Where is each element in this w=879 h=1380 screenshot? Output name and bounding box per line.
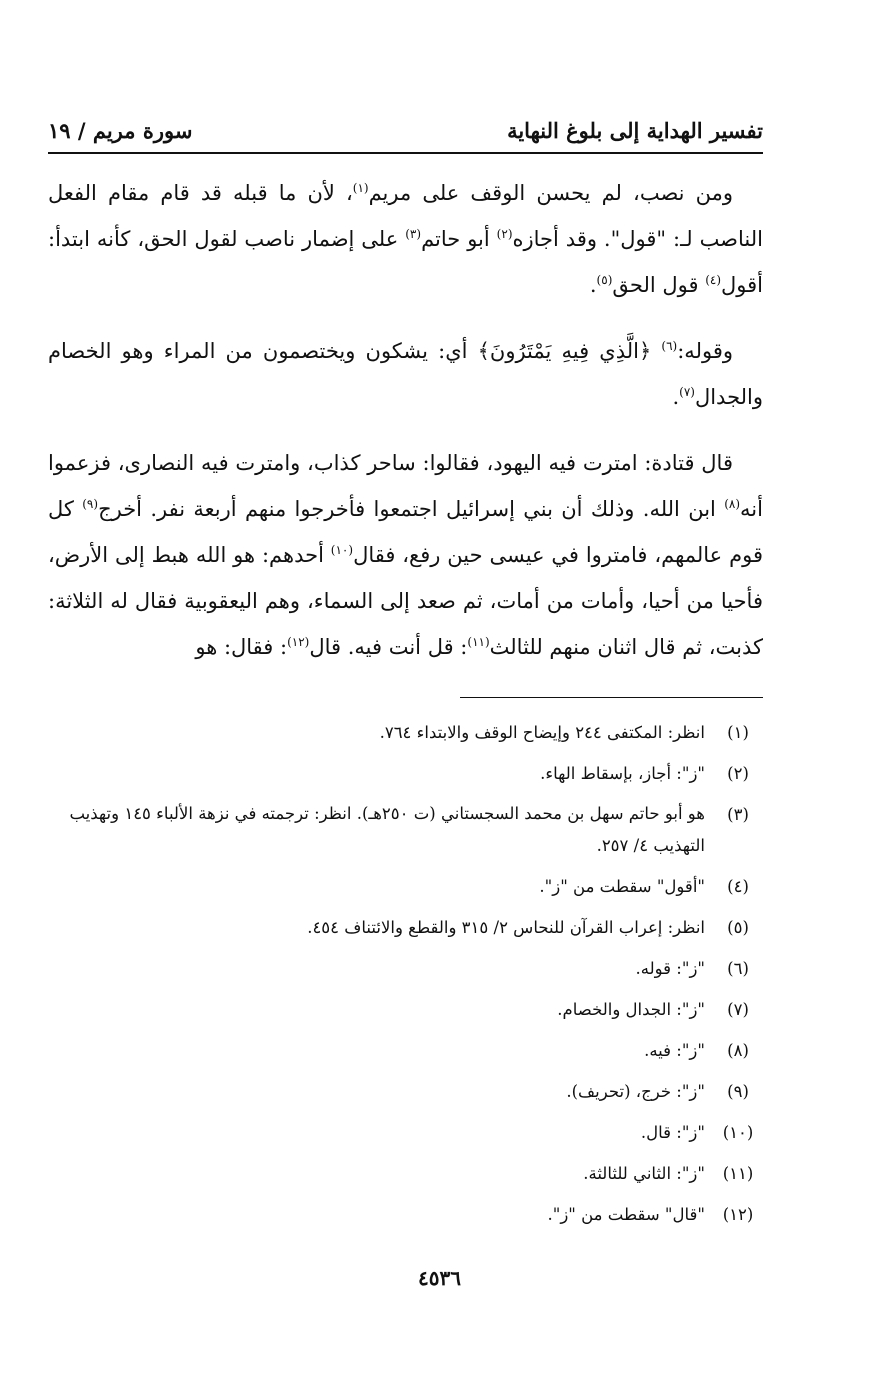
text-run: . xyxy=(589,273,597,297)
footnote-ref[interactable]: (٣) xyxy=(405,227,422,241)
footnote-text: انظر: إعراب القرآن للنحاس ٢/ ٣١٥ والقطع والائتناف ٤٥٤. xyxy=(307,918,705,937)
footnote-text: "قال" سقطت من "ز". xyxy=(547,1205,705,1224)
footnote-text: انظر: المكتفى ٢٤٤ وإيضاح الوقف والابتداء ٧٦٤. xyxy=(379,723,705,742)
footnote-number: (٧) xyxy=(727,1000,749,1019)
footnote-ref[interactable]: (٤) xyxy=(705,273,722,287)
footnote-number: (١) xyxy=(727,723,749,742)
text-run: على إضمار ناصب لقول الحق، كأنه ابتدأ: أقول xyxy=(48,227,763,297)
text-run: كل قوم عالمهم، فامتروا في عيسى حين رفع، فقال xyxy=(48,497,763,567)
footnote-number: (٢) xyxy=(727,764,749,783)
footnote-text: "ز": فيه. xyxy=(644,1041,705,1060)
paragraph-1 xyxy=(48,170,763,308)
text-run: أحدهم: هو الله هبط إلى الأرض، فأحيا من أحيا، وأمات من أمات، ثم صعد إلى السماء، وهم اليعقوبية فقال له الثلاثة: كذبت، ثم قال اثنان منهم للثالث xyxy=(48,543,763,659)
footnote-number: (٦) xyxy=(727,959,749,978)
footnotes-list xyxy=(48,712,763,1235)
footnote-item xyxy=(48,948,763,989)
footnote-number: (١١) xyxy=(722,1164,754,1183)
footnote-item xyxy=(48,1153,763,1194)
text-run: ، لأن ما قبله قد قام مقام الفعل الناصب لـ: "قول". وقد أجازه xyxy=(48,181,763,251)
book-title: تفسير الهداية إلى بلوغ النهاية xyxy=(507,118,763,143)
text-run: أبو حاتم xyxy=(421,227,497,251)
footnote-text: هو أبو حاتم سهل بن محمد السجستاني (ت ٢٥٠هـ). انظر: ترجمته في نزهة الألباء ١٤٥ وتهذيب التهذيب ٤/ ٢٥٧. xyxy=(69,804,705,855)
page-number: ٤٥٣٦ xyxy=(418,1266,461,1290)
footnote-text: "ز": قوله. xyxy=(635,959,705,978)
text-run: ﴿الَّذِي فِيهِ يَمْتَرُونَ﴾ أي: يشكون ويختصمون من المراء وهو الخصام والجدال xyxy=(48,339,763,409)
footnote-text: "ز": خرج، (تحريف). xyxy=(566,1082,705,1101)
footnote-ref[interactable]: (٧) xyxy=(679,385,695,399)
footnote-text: "ز": الثاني للثالثة. xyxy=(583,1164,705,1183)
text-run: قال قتادة: امترت فيه اليهود، فقالوا: ساحر كذاب، وامترت فيه النصارى، فزعموا أنه xyxy=(48,451,763,521)
footnote-number: (١٢) xyxy=(722,1205,754,1224)
footnote-item xyxy=(48,753,763,794)
footnote-ref[interactable]: (٦) xyxy=(661,339,678,353)
footnote-number: (١٠) xyxy=(722,1123,754,1142)
running-header xyxy=(48,112,763,154)
footnote-number: (٤) xyxy=(727,877,749,896)
text-run: : فقال: هو xyxy=(195,635,288,659)
footnote-item xyxy=(48,989,763,1030)
footnote-ref[interactable]: (١٠) xyxy=(330,543,354,557)
main-text xyxy=(48,170,763,690)
header-divider xyxy=(48,152,763,154)
footnote-text: "ز": أجاز، بإسقاط الهاء. xyxy=(540,764,705,783)
footnote-text: "ز": الجدال والخصام. xyxy=(557,1000,705,1019)
footnote-item xyxy=(48,712,763,753)
text-run: : قل أنت فيه. قال xyxy=(309,635,468,659)
footnote-number: (٨) xyxy=(727,1041,749,1060)
footnote-text: "أقول" سقطت من "ز". xyxy=(539,877,705,896)
footnote-item xyxy=(48,794,763,866)
footnote-item xyxy=(48,907,763,948)
paragraph-3 xyxy=(48,440,763,670)
footnote-ref[interactable]: (١٢) xyxy=(287,635,310,649)
footnote-item xyxy=(48,1030,763,1071)
footnote-ref[interactable]: (٢) xyxy=(496,227,513,241)
footnote-ref[interactable]: (١) xyxy=(352,181,369,195)
text-run: ابن الله. وذلك أن بني إسرائيل اجتمعوا فأخرجوا منهم أربعة نفر. أخرج xyxy=(98,497,725,521)
footnote-item xyxy=(48,1194,763,1235)
footnote-ref[interactable]: (٨) xyxy=(724,497,741,511)
paragraph-2 xyxy=(48,328,763,420)
footnote-number: (٣) xyxy=(727,805,749,824)
footnote-number: (٥) xyxy=(727,918,749,937)
footnote-text: "ز": قال. xyxy=(640,1123,705,1142)
text-run: وقوله: xyxy=(677,339,733,363)
text-run: . xyxy=(672,385,680,409)
footnote-number: (٩) xyxy=(727,1082,749,1101)
footnote-ref[interactable]: (٩) xyxy=(82,497,99,511)
text-run: قول الحق xyxy=(612,273,706,297)
footnote-ref[interactable]: (٥) xyxy=(596,273,613,287)
footnote-item xyxy=(48,1071,763,1112)
surah-label: سورة مريم / ١٩ xyxy=(48,118,193,143)
text-run: ومن نصب، لم يحسن الوقف على مريم xyxy=(368,181,733,205)
footnote-item xyxy=(48,1112,763,1153)
footnote-divider xyxy=(460,697,763,698)
footnote-item xyxy=(48,866,763,907)
footnote-ref[interactable]: (١١) xyxy=(467,635,490,649)
